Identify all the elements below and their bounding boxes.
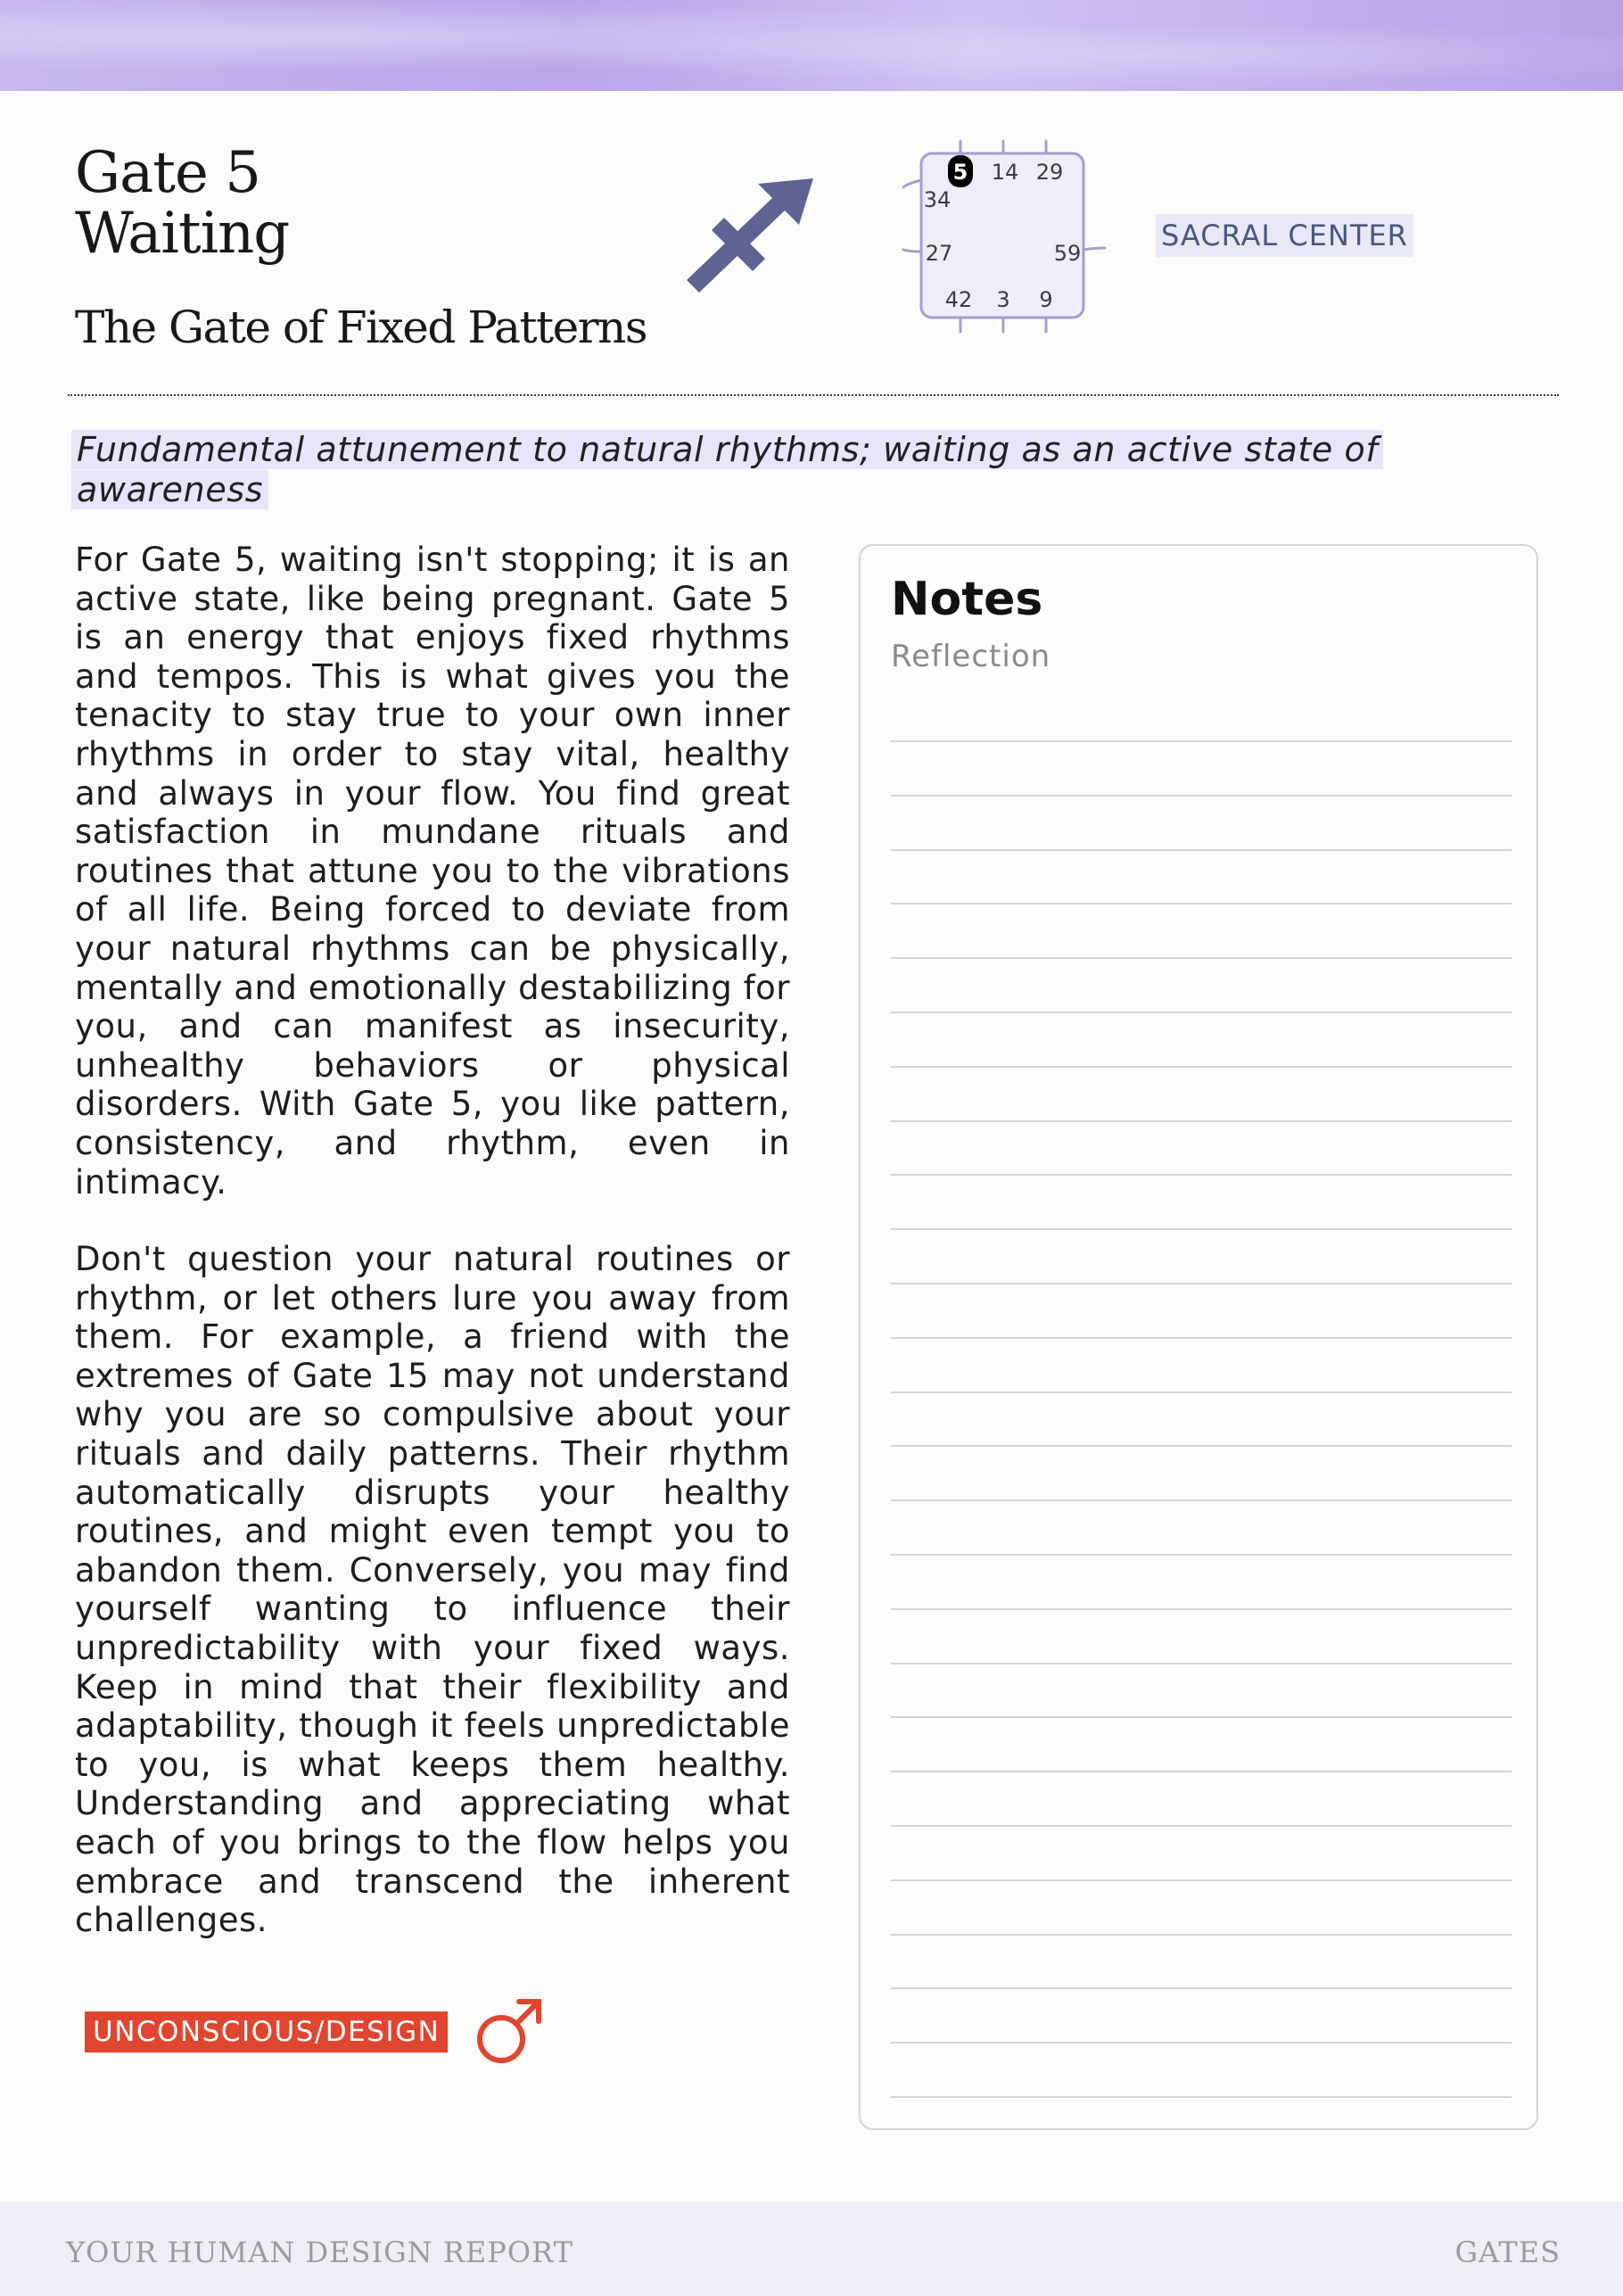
writing-line[interactable] <box>891 1228 1512 1283</box>
description-paragraph: Don't question your natural routines or rhythm, or let others lure you away from them. For example, a friend with the extremes of Gate 15 may not understand why you are so compulsive about your rituals and daily patterns. Their rhythm automatically disrupts your healthy routines, and might even tempt you to abandon them. Conversely, you may find yourself wanting to influence their unpredictability with your fixed ways. Keep in mind that their flexibility and adaptability, though it feels unpredictable to you, is what keeps them healthy. Understanding and appreciating what each of you brings to the flow helps you embrace and transcend the inherent challenges. <box>75 1240 790 1940</box>
writing-line[interactable] <box>891 740 1512 795</box>
page-footer <box>0 2201 1623 2296</box>
gate-9-label: 9 <box>1039 287 1053 312</box>
gate-title <box>75 140 290 267</box>
gate-14-label: 14 <box>991 160 1019 185</box>
writing-line[interactable] <box>891 1012 1512 1066</box>
gate-subtitle: The Gate of Fixed Patterns <box>75 301 647 353</box>
footer-section-title: GATES <box>1454 2235 1561 2269</box>
keynote <box>71 430 1445 510</box>
header-watercolor-band <box>0 0 1623 91</box>
gate-name: Waiting <box>75 201 290 267</box>
writing-line[interactable] <box>891 957 1512 1012</box>
sagittarius-icon <box>680 175 813 300</box>
sacral-center-diagram <box>896 134 1119 339</box>
notes-title: Notes <box>891 573 1043 626</box>
writing-line[interactable] <box>891 1174 1512 1228</box>
writing-line[interactable] <box>891 1499 1512 1554</box>
notes-subtitle: Reflection <box>891 639 1051 674</box>
gate-number: Gate 5 <box>75 140 260 206</box>
writing-line[interactable] <box>891 1120 1512 1175</box>
writing-line[interactable] <box>891 1066 1512 1120</box>
writing-line[interactable] <box>891 1445 1512 1499</box>
gate-59-label: 59 <box>1053 241 1082 266</box>
mars-icon <box>473 1995 546 2068</box>
writing-line[interactable] <box>891 1608 1512 1663</box>
writing-line[interactable] <box>891 2042 1512 2096</box>
design-badge: UNCONSCIOUS/DESIGN <box>85 2011 448 2052</box>
gate-3-label: 3 <box>996 287 1010 312</box>
writing-lines[interactable] <box>891 740 1512 2151</box>
writing-line[interactable] <box>891 1716 1512 1771</box>
gate-description <box>75 541 790 1978</box>
footer-report-title: YOUR HUMAN DESIGN REPORT <box>66 2235 573 2269</box>
notes-panel <box>859 544 1538 2130</box>
description-paragraph: For Gate 5, waiting isn't stopping; it is an active state, like being pregnant. Gate 5 is an energy that enjoys fixed rhythms and tempos. This is what gives you the tenacity to stay true to your own inner rhythms in order to stay vital, healthy and always in your flow. You find great satisfaction in mundane rituals and routines that attune you to the vibrations of all life. Being forced to deviate from your natural rhythms can be physically, mentally and emotionally destabilizing for you, and can manifest as insecurity, unhealthy behaviors or physical disorders. With Gate 5, you like pattern, consistency, and rhythm, even in intimacy. <box>75 541 790 1202</box>
writing-line[interactable] <box>891 1337 1512 1392</box>
gate-34-label: 34 <box>923 187 952 212</box>
gate-5-label: 5 <box>952 160 968 185</box>
keynote-text: Fundamental attunement to natural rhythms; waiting as an active state of awareness <box>71 430 1383 509</box>
writing-line[interactable] <box>891 1283 1512 1337</box>
writing-line[interactable] <box>891 1392 1512 1446</box>
section-divider <box>68 394 1559 396</box>
gate-42-label: 42 <box>944 287 973 312</box>
writing-line[interactable] <box>891 1934 1512 1988</box>
writing-line[interactable] <box>891 1987 1512 2042</box>
writing-line[interactable] <box>891 1879 1512 1934</box>
writing-line[interactable] <box>891 1771 1512 1825</box>
gate-29-label: 29 <box>1035 160 1064 185</box>
writing-line[interactable] <box>891 1554 1512 1608</box>
gate-27-label: 27 <box>925 241 953 266</box>
center-badge: SACRAL CENTER <box>1156 214 1413 257</box>
writing-line[interactable] <box>891 849 1512 904</box>
writing-line[interactable] <box>891 1825 1512 1879</box>
writing-line[interactable] <box>891 795 1512 849</box>
writing-line[interactable] <box>891 903 1512 957</box>
writing-line[interactable] <box>891 2096 1512 2151</box>
writing-line[interactable] <box>891 1663 1512 1717</box>
